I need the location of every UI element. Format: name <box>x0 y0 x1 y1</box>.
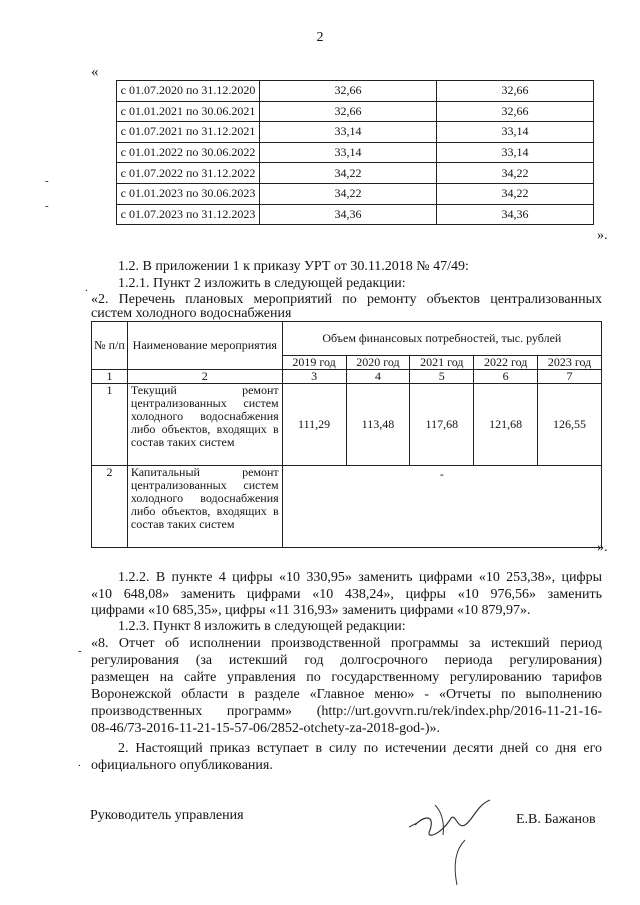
row-name: Капитальный ремонт централизованных систем холодного водоснабжения либо объектов, входящих в состав таких систем <box>127 466 282 548</box>
value-cell: 34,22 <box>437 163 594 184</box>
value-cell: 111,29 <box>282 384 346 466</box>
value-cell: 32,66 <box>260 101 437 122</box>
rate-row <box>117 81 594 102</box>
rate-row <box>117 122 594 143</box>
column-number: 2 <box>127 370 282 384</box>
period-cell: с 01.01.2022 по 30.06.2022 <box>117 142 260 163</box>
value-cell: 113,48 <box>346 384 410 466</box>
rate-row <box>117 204 594 225</box>
header-name: Наименование мероприятия <box>127 322 282 370</box>
header-number: № п/п <box>92 322 128 370</box>
value-cell: 33,14 <box>260 122 437 143</box>
paragraph-1-2-1: 1.2.1. Пункт 2 изложить в следующей редакции: <box>118 276 406 291</box>
paragraph-8-line-4: Воронежской области в разделе «Главное меню» - «Отчеты по выполнению <box>91 687 602 702</box>
final-paragraph-line-1: 2. Настоящий приказ вступает в силу по истечении десяти дней со дня его <box>118 741 602 756</box>
paragraph-8-line-1: «8. Отчет об исполнении производственной программы за истекший период <box>91 636 602 651</box>
rate-table <box>116 80 594 225</box>
rate-table-body <box>117 81 594 225</box>
column-number: 6 <box>474 370 538 384</box>
closing-quote-2: ». <box>597 540 608 555</box>
paragraph-8-line-5: производственных программ» (http://urt.govvrn.ru/rek/index.php/2016-11-21-16- <box>91 704 602 719</box>
row-name: Текущий ремонт централизованных систем холодного водоснабжения либо объектов, входящих в состав таких систем <box>127 384 282 466</box>
plan-row <box>92 466 602 548</box>
value-cell: 32,66 <box>437 81 594 102</box>
value-cell: 34,22 <box>260 163 437 184</box>
handwritten-signature <box>395 785 515 895</box>
row-number: 2 <box>92 466 128 548</box>
paragraph-1-2-2-line-1: 1.2.2. В пункте 4 цифры «10 330,95» заменить цифрами «10 253,38», цифры <box>118 570 602 585</box>
paragraph-1-2-3: 1.2.3. Пункт 8 изложить в следующей редакции: <box>118 619 406 634</box>
header-year: 2023 год <box>538 356 602 370</box>
value-cell: 33,14 <box>437 142 594 163</box>
rate-row <box>117 183 594 204</box>
paragraph-1-2-2-line-2: «10 648,08» заменить цифрами «10 438,24», цифры «10 976,56» заменить <box>91 587 602 602</box>
dash-cell: - <box>282 466 601 548</box>
period-cell: с 01.07.2020 по 31.12.2020 <box>117 81 260 102</box>
value-cell: 121,68 <box>474 384 538 466</box>
rate-row <box>117 101 594 122</box>
value-cell: 33,14 <box>437 122 594 143</box>
rate-row <box>117 163 594 184</box>
signature-title: Руководитель управления <box>90 808 244 823</box>
closing-quote-1: ». <box>597 228 608 243</box>
column-number: 7 <box>538 370 602 384</box>
column-number: 1 <box>92 370 128 384</box>
header-year: 2022 год <box>474 356 538 370</box>
page-number: 2 <box>316 30 324 45</box>
plan-table <box>91 321 602 548</box>
rate-row <box>117 142 594 163</box>
column-number: 4 <box>346 370 410 384</box>
paragraph-8-line-3: размещен на сайте управления по государственному регулированию тарифов <box>91 670 602 685</box>
period-cell: с 01.01.2021 по 30.06.2021 <box>117 101 260 122</box>
opening-quote: « <box>91 64 99 80</box>
period-cell: с 01.07.2021 по 31.12.2021 <box>117 122 260 143</box>
signature-name: Е.В. Бажанов <box>516 812 596 827</box>
value-cell: 34,22 <box>437 183 594 204</box>
value-cell: 32,66 <box>260 81 437 102</box>
plan-row <box>92 384 602 466</box>
section-2-title-line-1: «2. Перечень плановых мероприятий по ремонту объектов централизованных <box>91 292 602 307</box>
value-cell: 117,68 <box>410 384 474 466</box>
header-year: 2019 год <box>282 356 346 370</box>
column-number: 5 <box>410 370 474 384</box>
value-cell: 32,66 <box>437 101 594 122</box>
value-cell: 34,36 <box>260 204 437 225</box>
period-cell: с 01.07.2022 по 31.12.2022 <box>117 163 260 184</box>
value-cell: 126,55 <box>538 384 602 466</box>
row-number: 1 <box>92 384 128 466</box>
margin-mark: . <box>78 757 81 769</box>
margin-mark: . <box>85 282 88 294</box>
paragraph-1-2: 1.2. В приложении 1 к приказу УРТ от 30.11.2018 № 47/49: <box>118 259 469 274</box>
paragraph-1-2-2-line-3: цифрами «10 685,35», цифры «11 316,93» заменить цифрами «10 879,97». <box>91 603 531 618</box>
section-2-title-line-2: систем холодного водоснабжения <box>91 306 292 321</box>
value-cell: 34,22 <box>260 183 437 204</box>
period-cell: с 01.07.2023 по 31.12.2023 <box>117 204 260 225</box>
margin-mark: - <box>45 200 49 212</box>
header-year: 2020 год <box>346 356 410 370</box>
margin-mark: - <box>78 645 82 657</box>
column-number: 3 <box>282 370 346 384</box>
paragraph-8-line-6: 08-46/73-2016-11-21-15-57-06/2852-otchety-za-2018-god-)». <box>91 721 441 736</box>
period-cell: с 01.01.2023 по 30.06.2023 <box>117 183 260 204</box>
header-year: 2021 год <box>410 356 474 370</box>
margin-mark: - <box>45 175 49 187</box>
paragraph-8-line-2: регулирования (за истекший год долгосрочного периода регулирования) <box>91 653 602 668</box>
value-cell: 34,36 <box>437 204 594 225</box>
header-volume: Объем финансовых потребностей, тыс. рублей <box>282 322 601 356</box>
final-paragraph-line-2: официального опубликования. <box>91 758 273 773</box>
value-cell: 33,14 <box>260 142 437 163</box>
